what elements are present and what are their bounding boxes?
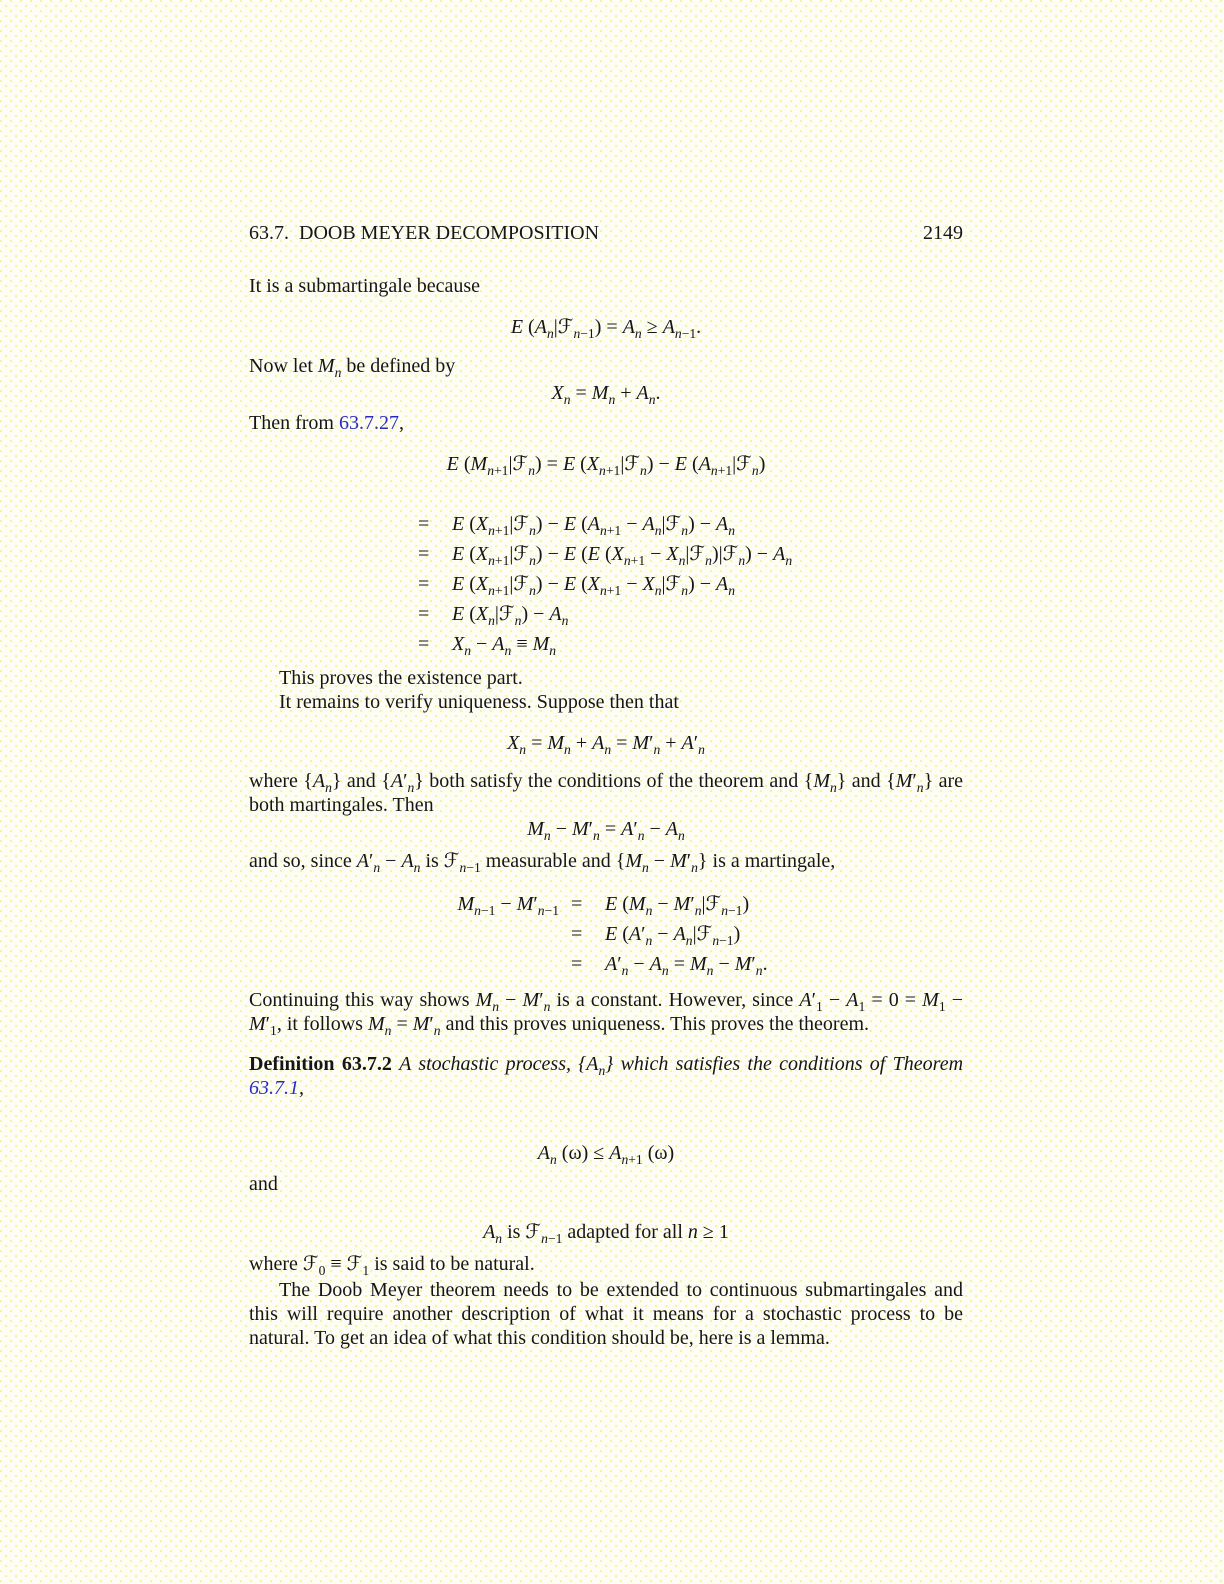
equals-sign: = (418, 633, 430, 655)
paragraph-uniqueness: It remains to verify uniqueness. Suppose then that (279, 691, 679, 713)
equals-sign: = (418, 543, 430, 565)
paragraph-and: and (249, 1173, 278, 1195)
section-heading: 63.7. DOOB MEYER DECOMPOSITION (249, 222, 600, 244)
then-from-comma: , (398, 412, 404, 434)
equation-align-row: = $A'_n - A_n = M_n - M'_n$. (249, 949, 963, 979)
equation-two-decompositions: $X_n = M_n + A_n = M'_n + A'_n$ (507, 732, 705, 757)
paragraph-now-let: Now let $M_n$ be defined by (249, 355, 456, 380)
paragraph-continuing: Continuing this way shows $M_n - M'_n$ is a constant. However, since $A'_1 - A_1 = 0 = M_1 - M'_1$, it follows $M_n = M'_n$ and this proves uniqueness. This proves the theorem. (249, 989, 964, 1038)
ref-link-63-7-27[interactable]: 63.7.27 (338, 412, 399, 434)
paragraph-proves-existence: This proves the existence part. (279, 667, 523, 689)
paragraph-submartingale: It is a submartingale because (249, 275, 481, 297)
page-number: 2149 (923, 222, 963, 244)
equation-align-row: = E $(X_{n+1}|ℱ_n) - E$ ($A_{n+1}$ − $A_n|ℱ_n) - A_n$ (249, 509, 963, 539)
equation-align-row: = E $(X_{n+1}|ℱ_n) - E$ ($X_{n+1}$ − $X_n|ℱ_n) - A_n$ (249, 569, 963, 599)
then-from-text: Then from (249, 412, 339, 434)
paragraph-natural: where ℱ$_0$ ≡ ℱ$_1$ is said to be natural. (249, 1253, 535, 1278)
definition-63-7-2 (249, 1052, 963, 1100)
equation-align-row: = E ($A'_n$ − $A_n|ℱ_{n-1}$) (249, 919, 963, 949)
aligned-equations-uniqueness (249, 889, 963, 979)
definition-comma: , (299, 1077, 304, 1099)
equation-conditional-expectation: E $(M_{n+1}|ℱ_n) = E$ $(X_{n+1}|ℱ_n) - E$ $(A_{n+1}|ℱ_n)$ (446, 453, 766, 478)
equals-sign: = (418, 513, 430, 535)
equals-sign: = (571, 953, 583, 975)
page-content (249, 221, 963, 1350)
equation-martingale-difference: $M_n - M'_n = A'_n - A_n$ (527, 818, 685, 843)
ref-link-63-7-1[interactable]: 63.7.1 (249, 1077, 299, 1099)
equation-submartingale: E $(A_n|ℱ_{n-1}) = A_n \ge A_{n-1}$. (510, 316, 702, 341)
equation-monotone: $A_n$ $(\omega) \le A_{n+1}$ (ω) (537, 1142, 675, 1167)
equation-align-row: = $X_n - A_n \equiv M_n$ (249, 629, 963, 659)
aligned-equations-existence (249, 509, 963, 659)
equation-align-row: $M_{n-1} - M'_{n-1}$ = E ($M_n$ − $M'_n|ℱ_{n-1}$) (249, 889, 963, 919)
equals-sign: = (418, 603, 430, 625)
equation-align-row: = E $(X_{n+1}|ℱ_n) - E$ (E ($X_{n+1}$ − $X_n|ℱ_n)|ℱ_n) - A_n$ (249, 539, 963, 569)
equation-xn-definition: $X_n = M_n + A_n$. (551, 382, 661, 407)
equals-sign: = (571, 923, 583, 945)
paragraph-then-from (249, 411, 963, 435)
paragraph-doob-meyer-extend: The Doob Meyer theorem needs to be extended to continuous submartingales and this will require another description of what it means for a stochastic process to be natural. To get an idea of what this condition should be, here is a lemma. (249, 1279, 963, 1349)
equation-align-row: = E $(X_n|ℱ_n) - A_n$ (249, 599, 963, 629)
page-header (249, 221, 963, 245)
paragraph-and-so: and so, since $A'_n - A_n$ is ℱ$_{n-1}$ measurable and $\{M_n - M'_n\}$ is a martingale, (249, 850, 836, 875)
equals-sign: = (571, 893, 583, 915)
paragraph-where-both: where $\{A_n\}$ and $\{A'_n\}$ both satisfy the conditions of the theorem and $\{M_n\}$ and $\{M'_n\}$ are both martingales. Then (249, 770, 964, 816)
definition-label: Definition 63.7.2 (249, 1053, 392, 1075)
equals-sign: = (418, 573, 430, 595)
definition-body: A stochastic process, $\{A_n\}$ which satisfies the conditions of Theorem (399, 1053, 964, 1078)
equation-adapted: $A_n$ is ℱ$_{n-1}$ adapted for all n ≥ 1 (483, 1221, 729, 1246)
